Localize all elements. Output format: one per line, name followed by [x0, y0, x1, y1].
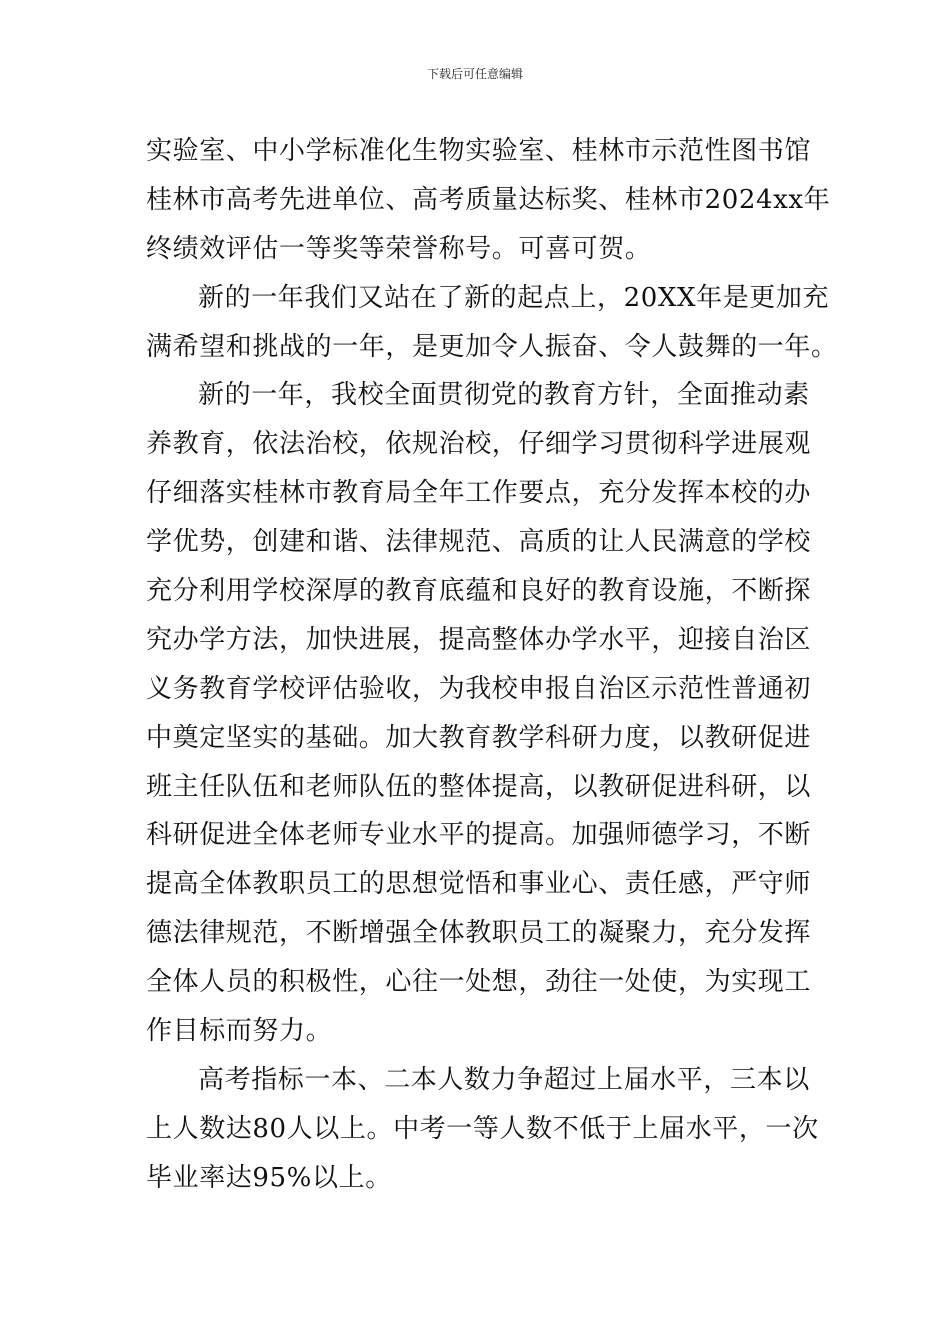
text-line: 科研促进全体老师专业水平的提高。加强师德学习，不断 [146, 820, 812, 851]
text-line: 义务教育学校评估验收，为我校申报自治区示范性普通初 [146, 673, 812, 704]
text-line: 仔细落实桂林市教育局全年工作要点，充分发挥本校的办 [146, 478, 812, 509]
text-line: 班主任队伍和老师队伍的整体提高，以教研促进科研，以 [146, 771, 812, 802]
text-line: 高考指标一本、二本人数力争超过上届水平，三本以 [198, 1064, 810, 1095]
text-line: 桂林市高考先进单位、高考质量达标奖、桂林市2024xx年 [146, 184, 831, 215]
text-line: 作目标而努力。 [146, 1016, 333, 1047]
text-line: 实验室、中小学标准化生物实验室、桂林市示范性图书馆 [146, 136, 812, 166]
text-line: 终绩效评估一等奖等荣誉称号。可喜可贺。 [146, 233, 652, 264]
text-line: 究办学方法，加快进展，提高整体办学水平，迎接自治区 [146, 624, 812, 655]
text-line: 提高全体教职员工的思想觉悟和事业心、责任感，严守师 [146, 869, 812, 900]
text-line: 学优势，创建和谐、法律规范、高质的让人民满意的学校 [146, 527, 812, 558]
text-line: 满希望和挑战的一年，是更加令人振奋、令人鼓舞的一年。 [146, 331, 838, 362]
text-line: 中奠定坚实的基础。加大教育教学科研力度，以教研促进 [146, 722, 812, 753]
text-line: 充分利用学校深厚的教育底蕴和良好的教育设施，不断探 [146, 576, 812, 607]
document-body [146, 127, 838, 1203]
text-line: 毕业率达95%以上。 [146, 1162, 392, 1193]
text-line: 德法律规范，不断增强全体教职员工的凝聚力，充分发挥 [146, 918, 812, 949]
text-line: 新的一年我们又站在了新的起点上，20XX年是更加充 [198, 282, 830, 313]
text-line: 养教育，依法治校，依规治校，仔细学习贯彻科学进展观 [146, 429, 812, 460]
text-line: 全体人员的积极性，心往一处想，劲往一处使，为实现工 [146, 967, 812, 998]
page-header: 下载后可任意编辑 [426, 67, 523, 81]
text-line: 新的一年，我校全面贯彻党的教育方针，全面推动素 [198, 380, 810, 411]
text-line: 上人数达80人以上。中考一等人数不低于上届水平，一次 [146, 1113, 819, 1144]
